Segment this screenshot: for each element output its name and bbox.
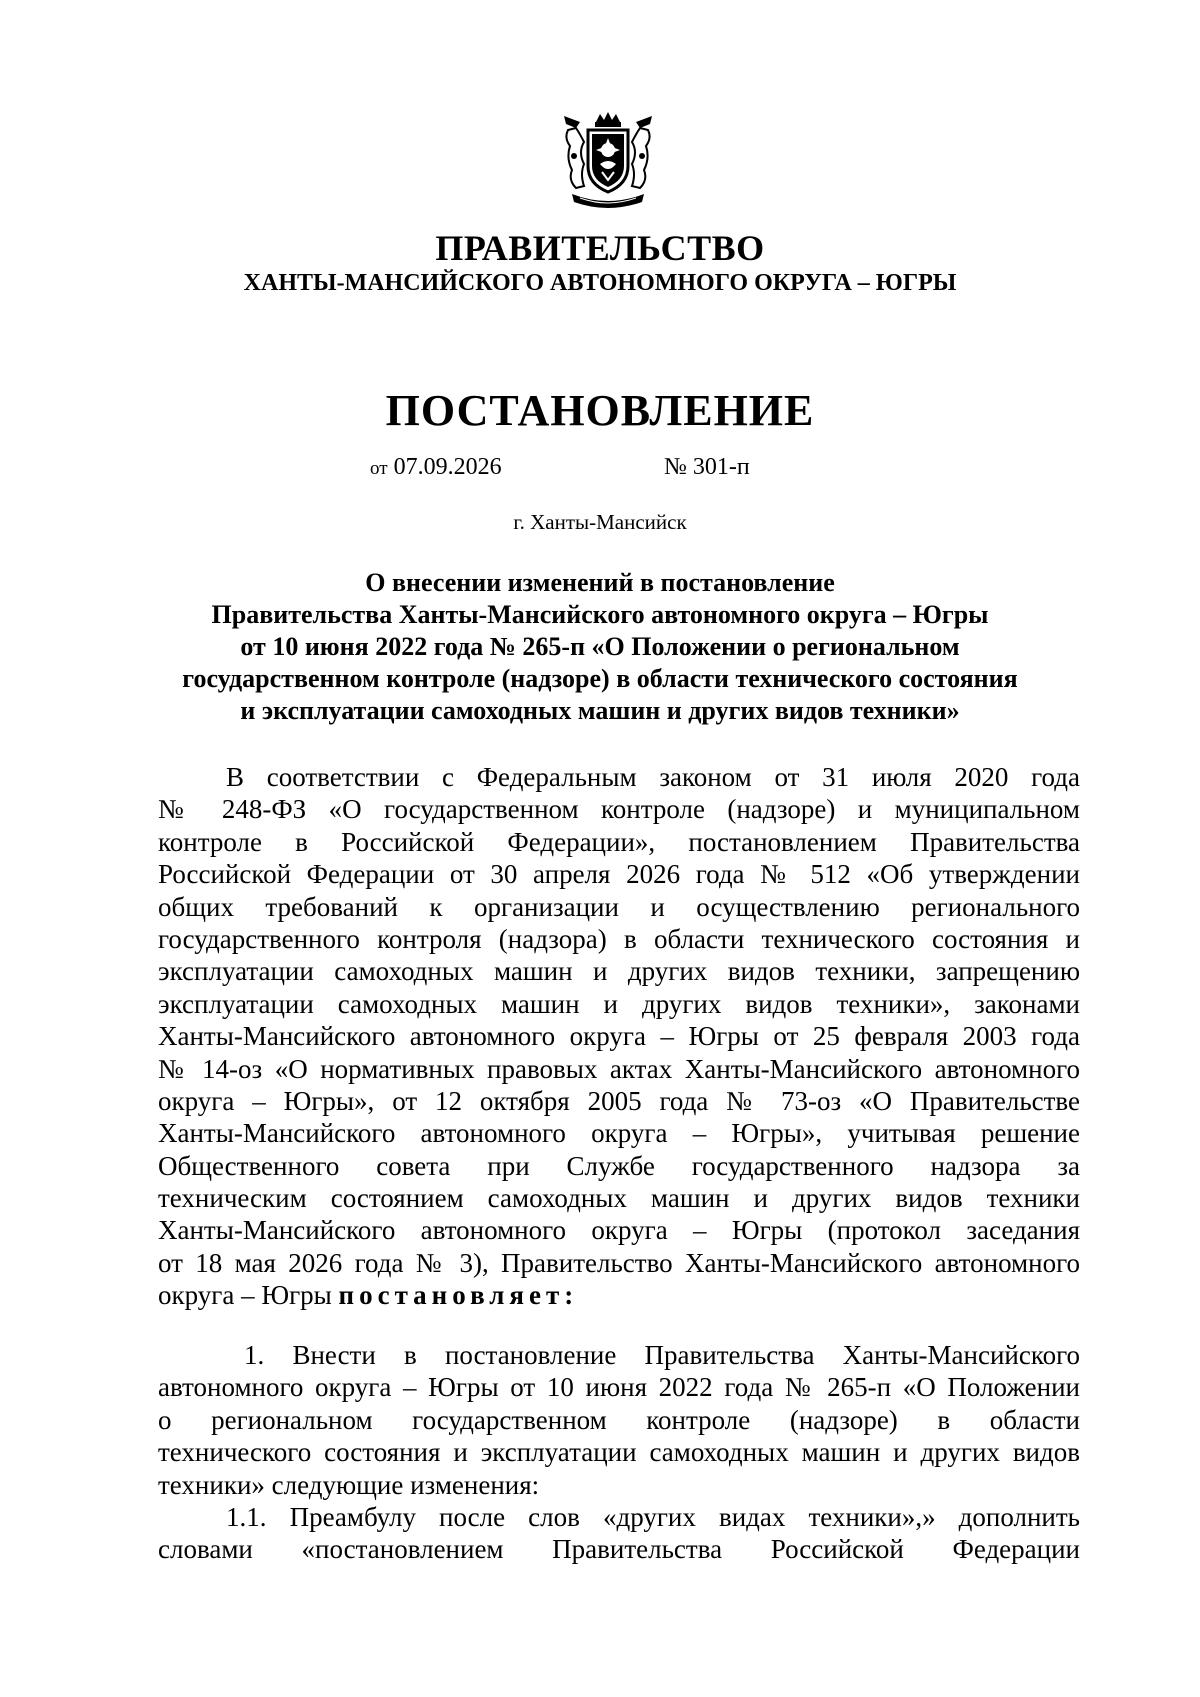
document-type-title: ПОСТАНОВЛЕНИЕ: [385, 386, 815, 435]
preamble-line: техническим состоянием самоходных машин и других видов техники: [158, 1183, 1080, 1214]
item-1-line: техники» следующие изменения:: [158, 1469, 540, 1500]
preamble-line: общих требований к организации и осуществлению регионального: [158, 891, 1080, 922]
preamble-last-line: [158, 1279, 1080, 1311]
preamble-line: от 18 мая 2026 года № 3), Правительство Ханты-Мансийского автономного: [158, 1247, 1080, 1278]
preamble-last-prefix: округа – Югры: [158, 1280, 332, 1311]
item-1-line: автономного округа – Югры от 10 июня 2022 года № 265-п «О Положении: [158, 1372, 1080, 1403]
city-name: г. Ханты-Мансийск: [513, 510, 687, 534]
preamble-line: В соответствии с Федеральным законом от 31 июля 2020 года: [226, 762, 1080, 792]
preamble-line: контроле в Российской Федерации», постановлением Правительства: [158, 826, 1080, 857]
preamble-line: эксплуатации самоходных машин и других видов техники», законами: [158, 988, 1080, 1019]
decree-number: № 301-п: [664, 454, 750, 480]
preamble-line: № 14-оз «О нормативных правовых актах Ханты-Мансийского автономного: [158, 1053, 1080, 1084]
preamble-line: № 248-ФЗ «О государственном контроле (надзоре) и муниципальном: [158, 794, 1080, 825]
preamble-line: Ханты-Мансийского автономного округа – Югры (протокол заседания: [158, 1215, 1080, 1246]
resolves-word: постановляет:: [338, 1280, 579, 1311]
preamble-line: эксплуатации самоходных машин и других видов техники, запрещению: [158, 956, 1080, 987]
subject-line: Правительства Ханты-Мансийского автономного округа – Югры: [211, 600, 989, 629]
subject-line: и эксплуатации самоходных машин и других видов техники»: [240, 696, 960, 725]
preamble-line: Российской Федерации от 30 апреля 2026 года № 512 «Об утверждении: [158, 859, 1080, 890]
coat-of-arms-emblem: [558, 108, 658, 212]
preamble-line: Общественного совета при Службе государственного надзора за: [158, 1150, 1080, 1181]
preamble-line: государственного контроля (надзора) в области технического состояния и: [158, 923, 1080, 954]
item-1-line: 1. Внести в постановление Правительства Ханты-Мансийского: [244, 1340, 1080, 1370]
item-1-line: технического состояния и эксплуатации самоходных машин и других видов: [158, 1437, 1080, 1468]
preamble-paragraph: [158, 761, 1080, 1312]
subject-line: государственном контроле (надзоре) в области технического состояния: [182, 664, 1018, 693]
preamble-line: округа – Югры», от 12 октября 2005 года № 73-оз «О Правительстве: [158, 1085, 1080, 1116]
date-value: 07.09.2026: [393, 454, 502, 480]
subject-line: О внесении изменений в постановление: [365, 568, 835, 597]
date-prefix: от: [370, 458, 388, 479]
preamble-line: Ханты-Мансийского автономного округа – Югры», учитывая решение: [158, 1118, 1080, 1149]
government-title: ПРАВИТЕЛЬСТВО: [435, 228, 765, 268]
decree-date: [370, 453, 502, 483]
item-1-line: о региональном государственном контроле (надзоре) в области: [158, 1404, 1080, 1435]
subject-line: от 10 июня 2022 года № 265-п «О Положении о региональном: [240, 632, 960, 661]
preamble-line: Ханты-Мансийского автономного округа – Югры от 25 февраля 2003 года: [158, 1021, 1080, 1052]
region-name: ХАНТЫ-МАНСИЙСКОГО АВТОНОМНОГО ОКРУГА – ЮГРЫ: [243, 270, 957, 296]
item-1-1-line: словами «постановлением Правительства Российской Федерации: [158, 1534, 1080, 1565]
item-1-1-line: 1.1. Преамбулу после слов «других видах техники»,» дополнить: [226, 1501, 1080, 1532]
item-1-paragraph: [158, 1339, 1080, 1566]
decree-subject: [150, 567, 1050, 727]
